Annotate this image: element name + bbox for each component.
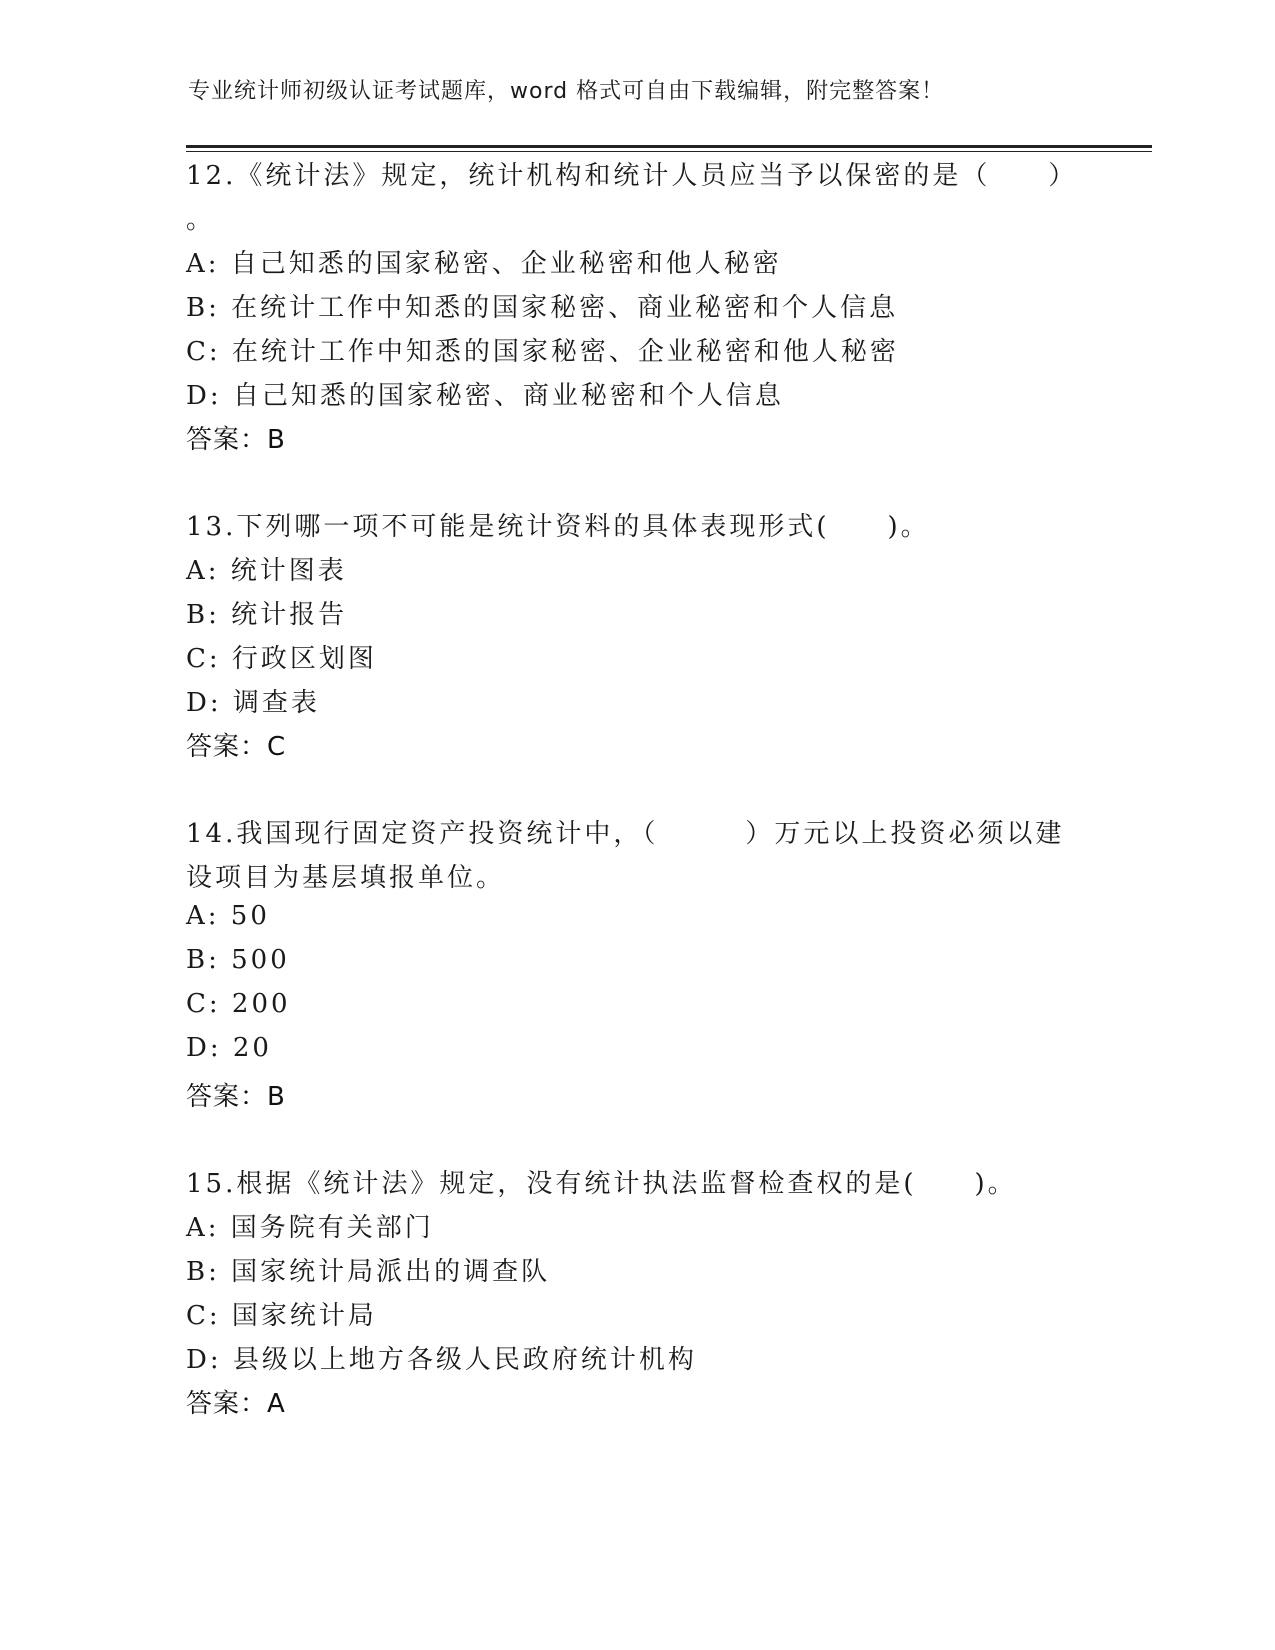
- question-15-answer: 答案：A: [186, 1389, 286, 1419]
- question-13-option-b: B: 统计报告: [186, 600, 348, 630]
- question-12-answer: 答案：B: [186, 425, 286, 455]
- question-12-option-a: A: 自己知悉的国家秘密、企业秘密和他人秘密: [186, 249, 782, 279]
- page-header: 专业统计师初级认证考试题库，word 格式可自由下载编辑，附完整答案！: [188, 79, 945, 104]
- question-15-option-b: B: 国家统计局派出的调查队: [186, 1257, 551, 1287]
- question-12-option-b: B: 在统计工作中知悉的国家秘密、商业秘密和个人信息: [186, 293, 899, 323]
- question-14-stem-cont: 设项目为基层填报单位。: [186, 863, 506, 893]
- question-15-option-a: A: 国务院有关部门: [186, 1213, 434, 1243]
- question-12-option-d: D: 自己知悉的国家秘密、商业秘密和个人信息: [186, 381, 784, 411]
- header-rule-thick: [186, 145, 1152, 148]
- question-14-answer: 答案：B: [186, 1082, 286, 1112]
- question-12-option-c: C: 在统计工作中知悉的国家秘密、企业秘密和他人秘密: [186, 337, 899, 367]
- header-rule-thin: [186, 151, 1152, 152]
- question-12-stem: 12.《统计法》规定，统计机构和统计人员应当予以保密的是（ ）: [186, 161, 1078, 191]
- question-13-stem: 13.下列哪一项不可能是统计资料的具体表现形式( )。: [186, 512, 930, 542]
- question-14-option-c: C: 200: [186, 989, 291, 1019]
- question-14-option-d: D: 20: [186, 1033, 272, 1063]
- question-12-stem-cont: 。: [186, 205, 216, 235]
- question-14-option-a: A: 50: [186, 901, 270, 931]
- question-14-stem: 14.我国现行固定资产投资统计中，（ ）万元以上投资必须以建: [186, 819, 1065, 849]
- question-15-option-d: D: 县级以上地方各级人民政府统计机构: [186, 1345, 697, 1375]
- question-15-stem: 15.根据《统计法》规定，没有统计执法监督检查权的是( )。: [186, 1169, 1017, 1199]
- question-13-option-d: D: 调查表: [186, 688, 320, 718]
- question-13-option-c: C: 行政区划图: [186, 644, 377, 674]
- question-14-option-b: B: 500: [186, 945, 290, 975]
- question-13-answer: 答案：C: [186, 732, 287, 762]
- question-13-option-a: A: 统计图表: [186, 556, 347, 586]
- question-15-option-c: C: 国家统计局: [186, 1301, 377, 1331]
